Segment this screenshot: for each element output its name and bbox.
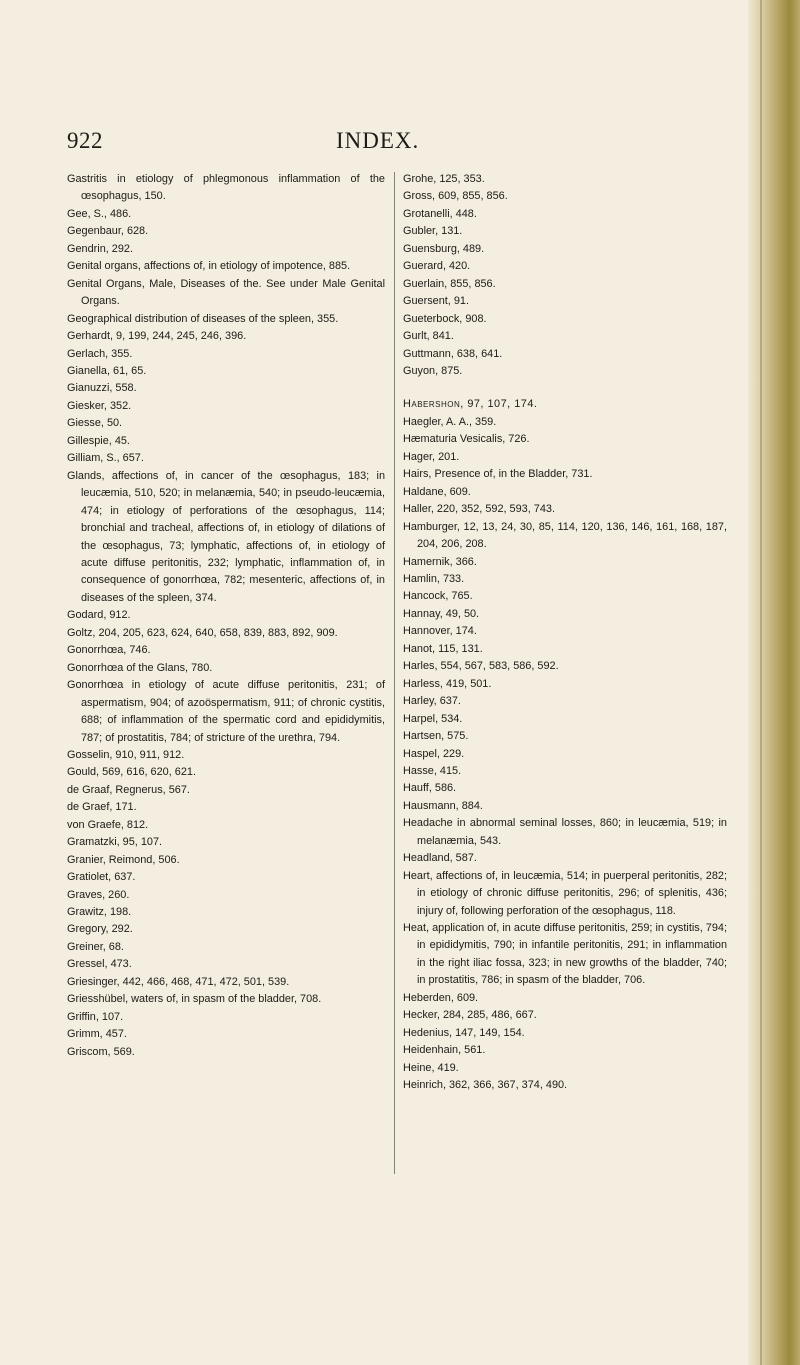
index-entry: Heart, affections of, in leucæmia, 514; in puerperal peritonitis, 282; in etiology of chronic diffuse peritonitis, 296; of splenitis, 436; injury of, following perforation of the œsophagus, 118. bbox=[403, 869, 727, 917]
index-entry: Hauff, 586. bbox=[403, 782, 457, 795]
index-entry: Giesse, 50. bbox=[67, 417, 123, 430]
index-entry: Granier, Reimond, 506. bbox=[67, 853, 180, 866]
binding-gutter bbox=[748, 0, 800, 1365]
index-entry: Genital Organs, Male, Diseases of the. See under Male Genital Organs. bbox=[67, 277, 385, 308]
index-entry: de Graef, 171. bbox=[67, 801, 137, 814]
index-entry: Gerhardt, 9, 199, 244, 245, 246, 396. bbox=[67, 330, 247, 343]
index-entry: Gonorrhœa of the Glans, 780. bbox=[67, 661, 213, 674]
index-entry: Gianella, 61, 65. bbox=[67, 364, 147, 377]
index-entry: Gee, S., 486. bbox=[67, 207, 132, 220]
index-entry: Hamburger, 12, 13, 24, 30, 85, 114, 120, 136, 146, 161, 168, 187, 204, 206, 208. bbox=[403, 520, 727, 551]
index-entry: Hæmaturia Vesicalis, 726. bbox=[403, 433, 530, 446]
index-entry: Hedenius, 147, 149, 154. bbox=[403, 1026, 525, 1039]
index-entry: Hairs, Presence of, in the Bladder, 731. bbox=[403, 468, 593, 481]
index-entry: Guerlain, 855, 856. bbox=[403, 277, 496, 290]
index-entry: Godard, 912. bbox=[67, 609, 131, 622]
index-entry: Hannay, 49, 50. bbox=[403, 607, 480, 620]
index-entry: Genital organs, affections of, in etiology of impotence, 885. bbox=[67, 260, 351, 273]
index-entry: Graves, 260. bbox=[67, 888, 130, 901]
index-entry: Gonorrhœa, 746. bbox=[67, 644, 151, 657]
index-entry: Gross, 609, 855, 856. bbox=[403, 190, 508, 203]
index-entry: Harles, 554, 567, 583, 586, 592. bbox=[403, 660, 559, 673]
index-entry: Griesshübel, waters of, in spasm of the bladder, 708. bbox=[67, 993, 322, 1006]
index-entry: Gratiolet, 637. bbox=[67, 871, 136, 884]
index-entry: Gurlt, 841. bbox=[403, 330, 454, 343]
index-entry: Haspel, 229. bbox=[403, 747, 465, 760]
index-entry: Greiner, 68. bbox=[67, 940, 124, 953]
index-entry: Gegenbaur, 628. bbox=[67, 225, 149, 238]
column-divider bbox=[394, 172, 395, 1174]
binding-edge bbox=[760, 0, 762, 1365]
index-entry: Hamernik, 366. bbox=[403, 555, 477, 568]
index-entry: Hancock, 765. bbox=[403, 590, 473, 603]
index-entry: Grawitz, 198. bbox=[67, 906, 132, 919]
index-entry: Harless, 419, 501. bbox=[403, 677, 492, 690]
index-entry: Harley, 637. bbox=[403, 695, 461, 708]
index-entry: de Graaf, Regnerus, 567. bbox=[67, 783, 190, 796]
index-entry: Grohe, 125, 353. bbox=[403, 173, 485, 185]
index-entry: Hager, 201. bbox=[403, 450, 460, 463]
index-column-right bbox=[403, 171, 727, 1095]
index-entry: Hamlin, 733. bbox=[403, 572, 465, 585]
index-entry: Heine, 419. bbox=[403, 1061, 459, 1074]
index-entry: Griesinger, 442, 466, 468, 471, 472, 501, 539. bbox=[67, 975, 290, 988]
index-entry: Giesker, 352. bbox=[67, 399, 132, 412]
index-entry: Geographical distribution of diseases of the spleen, 355. bbox=[67, 312, 339, 325]
index-entry: Hausmann, 884. bbox=[403, 799, 483, 812]
index-entry: Grotanelli, 448. bbox=[403, 207, 477, 220]
index-entry: Guersent, 91. bbox=[403, 295, 469, 308]
index-entry: Heidenhain, 561. bbox=[403, 1044, 486, 1057]
index-entry: Gonorrhœa in etiology of acute diffuse peritonitis, 231; of aspermatism, 904; of azoöspermatism, 911; of chronic cystitis, 688; of inflammation of the spermatic cord and epididymitis, 787; of prostatitis, 784; of stricture of the urethra, 794. bbox=[67, 679, 385, 744]
index-entry: Haldane, 609. bbox=[403, 485, 471, 498]
index-entry: Gregory, 292. bbox=[67, 923, 133, 936]
index-entry: Hecker, 284, 285, 486, 667. bbox=[403, 1009, 537, 1022]
index-entry: Gianuzzi, 558. bbox=[67, 382, 137, 395]
index-entry: Gillespie, 45. bbox=[67, 434, 130, 447]
index-entry: Gerlach, 355. bbox=[67, 347, 133, 360]
index-entry: Hanot, 115, 131. bbox=[403, 642, 483, 655]
index-entry: Headache in abnormal seminal losses, 860; in leucæmia, 519; in melanæmia, 543. bbox=[403, 817, 727, 847]
index-entry: Haller, 220, 352, 592, 593, 743. bbox=[403, 503, 555, 516]
index-entry: Gosselin, 910, 911, 912. bbox=[67, 748, 185, 761]
index-entry: Headland, 587. bbox=[403, 852, 477, 865]
index-entry: Hannover, 174. bbox=[403, 625, 477, 638]
index-entry: Harpel, 534. bbox=[403, 712, 463, 725]
index-entry: Griscom, 569. bbox=[67, 1045, 135, 1058]
page-number: 922 bbox=[67, 128, 103, 153]
index-entry: Gastritis in etiology of phlegmonous inflammation of the œsophagus, 150. bbox=[67, 173, 385, 203]
index-entry: Hasse, 415. bbox=[403, 764, 462, 777]
index-entry: Guttmann, 638, 641. bbox=[403, 347, 503, 360]
index-entry: Haegler, A. A., 359. bbox=[403, 415, 497, 428]
index-entry: Glands, affections of, in cancer of the œsophagus, 183; in leucæmia, 510, 520; in melanæmia, 540; in pseudo-leucæmia, 474; in etiology of perforations of the œsophagus, 114; bronchial and tracheal, affections of, in etiology of dilations of the œsophagus, 73; lymphatic, affections of, in etiology of acute diffuse peritonitis, 232; lymphatic, inflammation of, in consequence of gonorrhœa, 782; mesenteric, affections of, in diseases of the spleen, 374. bbox=[67, 469, 385, 604]
index-entry: Hartsen, 575. bbox=[403, 730, 469, 743]
index-entry: Gilliam, S., 657. bbox=[67, 452, 144, 465]
index-entry: Goltz, 204, 205, 623, 624, 640, 658, 839, 883, 892, 909. bbox=[67, 626, 338, 639]
index-entry: Guensburg, 489. bbox=[403, 242, 485, 255]
index-entry: Heberden, 609. bbox=[403, 991, 479, 1004]
index-entry: Guyon, 875. bbox=[403, 364, 463, 377]
index-entry: Heinrich, 362, 366, 367, 374, 490. bbox=[403, 1079, 568, 1092]
index-entry: Guerard, 420. bbox=[403, 260, 471, 273]
index-entry: Gould, 569, 616, 620, 621. bbox=[67, 766, 196, 779]
index-entry: Habershon, 97, 107, 174. bbox=[403, 398, 538, 411]
index-entry: Griffin, 107. bbox=[67, 1010, 124, 1023]
index-entry: Gressel, 473. bbox=[67, 958, 132, 971]
index-entry: von Graefe, 812. bbox=[67, 818, 149, 831]
index-entry: Gueterbock, 908. bbox=[403, 312, 487, 325]
index-entry: Gendrin, 292. bbox=[67, 242, 133, 255]
index-entry: Grimm, 457. bbox=[67, 1028, 127, 1041]
index-entry: Heat, application of, in acute diffuse peritonitis, 259; in cystitis, 794; in epididymitis, 790; in infantile peritonitis, 291; in inflammation in the right iliac fossa, 323; in new growths of the bladder, 740; in prostatitis, 786; in spasm of the bladder, 706. bbox=[403, 922, 727, 987]
index-column-left bbox=[67, 171, 385, 1061]
running-head: INDEX. bbox=[336, 128, 420, 153]
index-entry: Gramatzki, 95, 107. bbox=[67, 836, 163, 849]
index-entry: Gubler, 131. bbox=[403, 225, 463, 238]
